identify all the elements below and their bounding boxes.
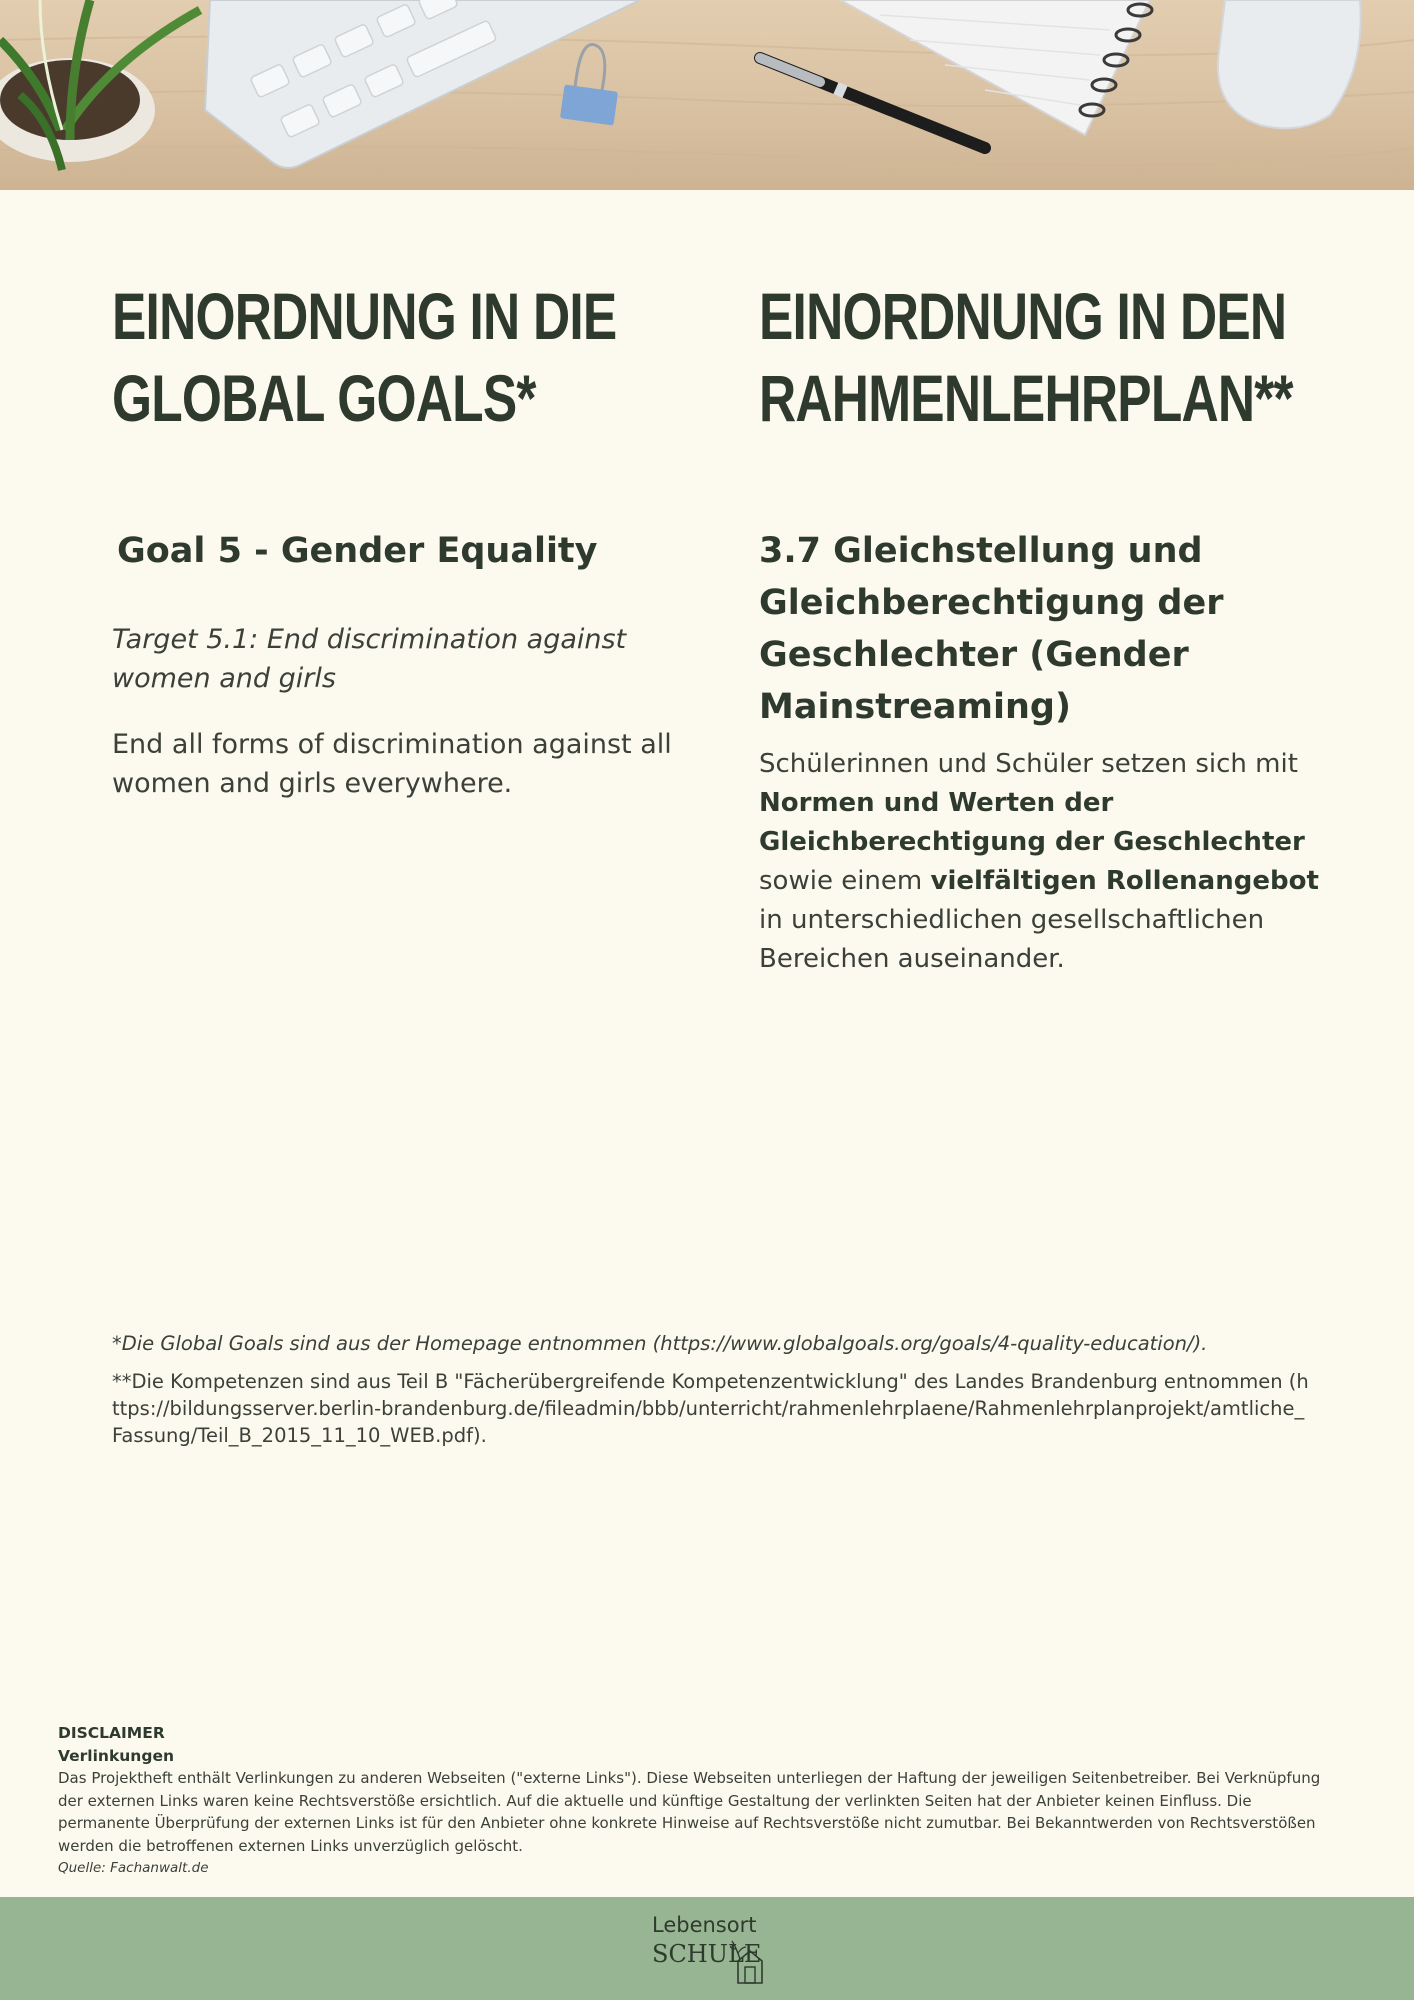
footer-band: [0, 1897, 1414, 2000]
competence-text-1: Schülerinnen und Schüler setzen sich mit: [759, 749, 1298, 779]
house-plant-icon: [730, 1937, 766, 1985]
plant: [0, 0, 200, 170]
section-title-line-1: 3.7 Gleichstellung und: [759, 531, 1203, 571]
binder-clip: [560, 45, 618, 126]
lebensort-schule-logo: [640, 1911, 780, 1991]
heading-line-2: RAHMENLEHRPLAN**: [759, 361, 1293, 435]
disclaimer-title: DISCLAIMER: [58, 1724, 165, 1742]
competence-text-3: in unterschiedlichen gesellschaftlichen Bereichen auseinander.: [759, 905, 1265, 974]
global-goals-heading: [112, 275, 672, 439]
mouse: [1218, 0, 1361, 128]
disclaimer: [58, 1722, 1348, 1880]
competence-description: [759, 745, 1319, 979]
rahmenlehrplan-column: [759, 275, 1319, 974]
heading-line-2: GLOBAL GOALS*: [112, 361, 536, 435]
logo-line-2: SCHULE: [652, 1940, 762, 1968]
global-goals-column: [112, 275, 672, 799]
competence-bold-2: vielfältigen Rollenangebot: [930, 866, 1319, 896]
disclaimer-body: Das Projektheft enthält Verlinkungen zu anderen Webseiten ("externe Links"). Diese Webseiten unterliegen der Haftung der jeweiligen Seitenbetreiber. Bei Verknüpfung der externen Links waren keine Rechtsverstöße ersichtlich. Auf die aktuelle und künftige Gestaltung der verlinkten Seiten hat der Anbieter keinen Einfluss. Die permanente Überprüfung der externen Links ist für den Anbieter ohne konkrete Hinweise auf Rechtsverstöße nicht zumutbar. Bei Bekanntwerden von Rechtsverstößen werden die betroffenen externen Links unverzüglich gelöscht.: [58, 1769, 1321, 1855]
heading-line-1: EINORDNUNG IN DIE: [112, 279, 617, 353]
footnote-global-goals: *Die Global Goals sind aus der Homepage entnommen (https://www.globalgoals.org/goals/4-quality-education/).: [112, 1332, 1208, 1355]
header-photo: [0, 0, 1414, 190]
disclaimer-source: Quelle: Fachanwalt.de: [58, 1860, 209, 1876]
rahmenlehrplan-heading: [759, 275, 1319, 439]
footnotes: [112, 1330, 1312, 1460]
goal-title: Goal 5 - Gender Equality: [117, 531, 598, 571]
section-title-line-3: Geschlechter (Gender: [759, 635, 1189, 675]
disclaimer-subtitle: Verlinkungen: [58, 1746, 174, 1765]
logo-line-1: Lebensort: [652, 1913, 757, 1937]
section-title-line-2: Gleichberechtigung der: [759, 583, 1224, 623]
desk-illustration: [0, 0, 1414, 190]
footnote-rahmenlehrplan: **Die Kompetenzen sind aus Teil B "Fächerübergreifende Kompetenzentwicklung" des Landes Brandenburg entnommen (https://bildungsserver.berlin-brandenburg.de/fileadmin/bbb/unterricht/rahmenlehrplaene/Rahmenlehrplanprojekt/amtliche_Fassung/Teil_B_2015_11_10_WEB.pdf).: [112, 1370, 1309, 1447]
competence-text-2: sowie einem: [759, 866, 923, 896]
heading-line-1: EINORDNUNG IN DEN: [759, 279, 1287, 353]
goal-target: Target 5.1: End discrimination against women and girls: [112, 624, 627, 694]
section-title-line-4: Mainstreaming): [759, 687, 1071, 727]
goal-description: End all forms of discrimination against all women and girls everywhere.: [112, 729, 672, 799]
competence-bold-1: Normen und Werten der Gleichberechtigung der Geschlechter: [759, 788, 1305, 857]
section-title: [759, 525, 1224, 733]
